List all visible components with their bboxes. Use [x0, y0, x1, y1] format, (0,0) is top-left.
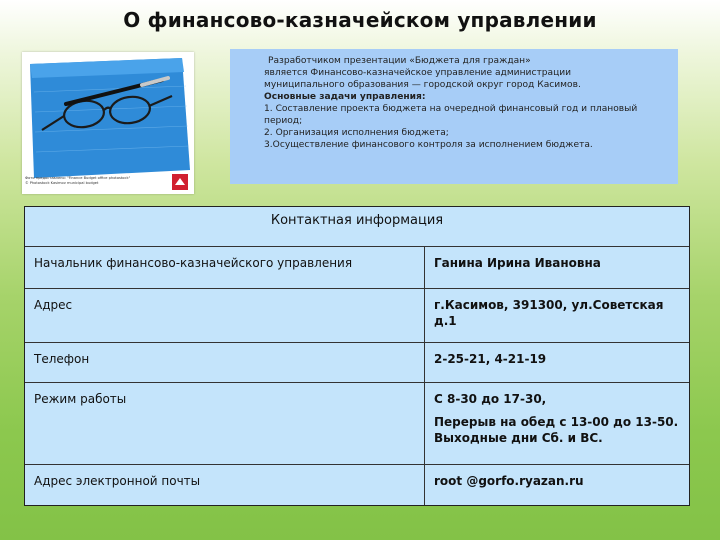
working-hours: С 8-30 до 17-30, [434, 392, 547, 406]
row-value-schedule [425, 383, 689, 464]
row-value: г.Касимов, 391300, ул.Советская д.1 [434, 298, 664, 328]
row-value: Ганина Ирина Ивановна [434, 256, 601, 270]
row-label: Режим работы [25, 383, 425, 464]
row-label: Телефон [25, 343, 425, 382]
row-label: Адрес [25, 289, 425, 342]
table-row [25, 465, 689, 505]
table-row [25, 343, 689, 383]
intro-text-box [230, 49, 678, 184]
email-value: root @gorfo.ryazan.ru [434, 474, 584, 488]
row-value: 2-25-21, 4-21-19 [434, 352, 547, 366]
intro-line: 2. Организация исполнения бюджета; [264, 128, 449, 138]
contact-heading: Контактная информация [25, 207, 689, 247]
intro-line: 1. Составление проекта бюджета на очередной финансовый год и плановый [264, 104, 638, 114]
intro-line: муниципального образования — городской округ город Касимов. [264, 80, 581, 90]
table-row [25, 289, 689, 343]
contact-table [24, 206, 690, 506]
row-label: Адрес электронной почты [25, 465, 425, 505]
photo-caption-line: Фото предоставлено: "Finance Budget office photostock" [25, 176, 131, 180]
table-row [25, 247, 689, 289]
photo-caption [25, 176, 165, 185]
intro-line: период; [264, 116, 303, 126]
intro-line: является Финансово-казначейское управление администрации [264, 68, 572, 78]
notebook-glasses-photo [22, 52, 194, 194]
lunch-and-days-off: Перерыв на обед с 13-00 до 13-50. Выходные дни Сб. и ВС. [434, 415, 679, 445]
intro-tasks-heading: Основные задачи управления: [264, 92, 426, 102]
page-title: О финансово-казначейском управлении [123, 8, 597, 32]
photo-caption-line: © Photostock Kasimov municipal budget [25, 180, 99, 185]
intro-line: Разработчиком презентации «Бюджета для граждан» [268, 56, 531, 66]
notebook-photo-illustration [22, 52, 194, 194]
row-label: Начальник финансово-казначейского управления [25, 247, 425, 288]
table-row [25, 383, 689, 465]
intro-line: 3.Осуществление финансового контроля за исполнением бюджета. [264, 140, 593, 150]
